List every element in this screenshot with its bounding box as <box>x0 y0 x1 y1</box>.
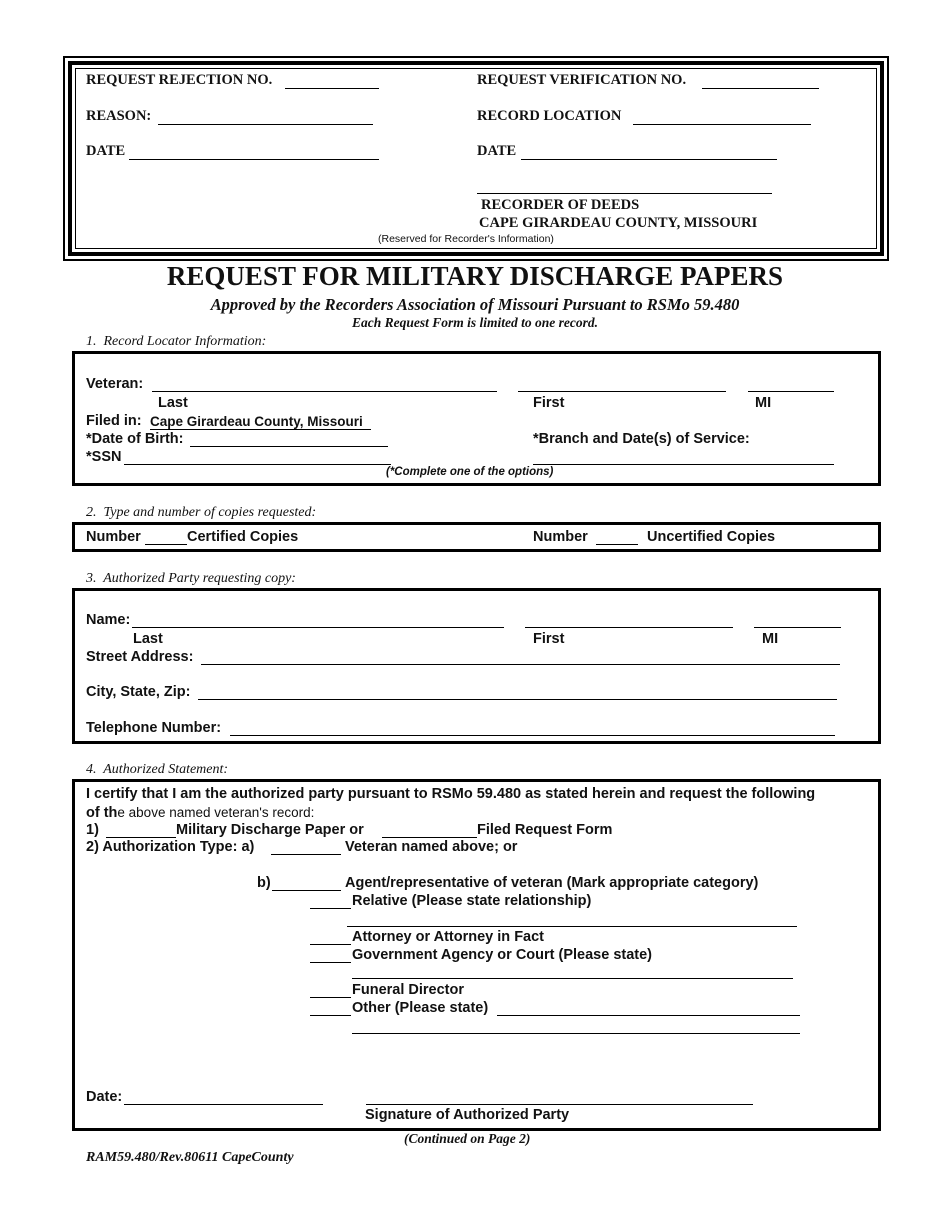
filed-request-label: Filed Request Form <box>477 822 613 838</box>
date-right-field[interactable] <box>521 159 777 160</box>
city-state-zip-field[interactable] <box>198 699 837 700</box>
funeral-director-label: Funeral Director <box>352 982 464 998</box>
veteran-first-caption: First <box>533 395 565 411</box>
branch-label: *Branch and Date(s) of Service: <box>533 431 750 447</box>
section4-heading: 4. Authorized Statement: <box>86 762 229 777</box>
dob-label: *Date of Birth: <box>86 431 184 447</box>
reason-label: REASON: <box>86 108 152 124</box>
signature-label: Signature of Authorized Party <box>365 1107 570 1123</box>
veteran-named-field[interactable] <box>271 854 341 855</box>
certified-number-label: Number <box>86 529 141 545</box>
telephone-field[interactable] <box>230 735 835 736</box>
government-checkbox-line[interactable] <box>310 962 351 963</box>
other-checkbox-line[interactable] <box>310 1015 351 1016</box>
limit-note: Each Request Form is limited to one record. <box>351 315 598 330</box>
certify-line2-rest: e above named veteran's record: <box>117 805 315 820</box>
relative-label: Relative (Please state relationship) <box>352 893 592 909</box>
rejection-no-label: REQUEST REJECTION NO. <box>86 72 273 88</box>
record-location-field[interactable] <box>633 124 811 125</box>
city-state-zip-label: City, State, Zip: <box>86 684 191 700</box>
name-last-caption: Last <box>133 631 163 647</box>
section2-heading: 2. Type and number of copies requested: <box>86 505 317 520</box>
veteran-last-caption: Last <box>158 395 188 411</box>
street-address-label: Street Address: <box>86 649 194 665</box>
reason-field[interactable] <box>158 124 373 125</box>
veteran-last-field[interactable] <box>152 391 497 392</box>
other-field[interactable] <box>497 1015 800 1016</box>
date-label: Date: <box>86 1089 123 1105</box>
form-code: RAM59.480/Rev.80611 CapeCounty <box>86 1150 294 1165</box>
name-first-field[interactable] <box>525 627 733 628</box>
relative-relationship-field[interactable] <box>347 926 797 927</box>
attorney-checkbox-line[interactable] <box>310 944 351 945</box>
veteran-mi-field[interactable] <box>748 391 834 392</box>
verification-no-field[interactable] <box>702 88 819 89</box>
veteran-label: Veteran: <box>86 376 144 392</box>
date-left-label: DATE <box>86 143 126 159</box>
recorder-signature-line[interactable] <box>477 193 772 194</box>
name-mi-field[interactable] <box>754 627 841 628</box>
certify-statement-line1: I certify that I am the authorized party pursuant to RSMo 59.480 as stated herein and request the following <box>86 786 816 802</box>
ssn-field[interactable] <box>124 464 391 465</box>
agent-field[interactable] <box>272 890 341 891</box>
b-prefix: b) <box>257 875 271 891</box>
filed-in-label: Filed in: <box>86 413 142 429</box>
filed-in-value: Cape Girardeau County, Missouri <box>150 414 371 430</box>
uncertified-number-field[interactable] <box>596 544 638 545</box>
telephone-label: Telephone Number: <box>86 720 222 736</box>
recorder-title: RECORDER OF DEEDS <box>481 197 640 213</box>
page-subtitle: Approved by the Recorders Association of Missouri Pursuant to RSMo 59.480 <box>210 295 740 314</box>
authorization-type-label: 2) Authorization Type: a) <box>86 839 255 855</box>
street-address-field[interactable] <box>201 664 840 665</box>
verification-no-label: REQUEST VERIFICATION NO. <box>477 72 687 88</box>
date-field[interactable] <box>124 1104 323 1105</box>
veteran-first-field[interactable] <box>518 391 726 392</box>
uncertified-copies-label: Uncertified Copies <box>647 529 776 545</box>
attorney-label: Attorney or Attorney in Fact <box>352 929 545 945</box>
name-last-field[interactable] <box>132 627 504 628</box>
name-first-caption: First <box>533 631 565 647</box>
section1-heading: 1. Record Locator Information: <box>86 334 267 349</box>
certified-number-field[interactable] <box>145 544 187 545</box>
other-field-continued[interactable] <box>352 1033 800 1034</box>
reserved-note: (Reserved for Recorder's Information) <box>378 233 554 245</box>
ssn-label: *SSN <box>86 449 122 465</box>
veteran-named-label: Veteran named above; or <box>345 839 518 855</box>
record-location-label: RECORD LOCATION <box>477 108 622 124</box>
branch-field[interactable] <box>533 464 834 465</box>
recorder-county: CAPE GIRARDEAU COUNTY, MISSOURI <box>479 215 758 231</box>
page-title: REQUEST FOR MILITARY DISCHARGE PAPERS <box>166 261 784 291</box>
certify-line2-bold: of th <box>86 805 118 821</box>
options-note: (*Complete one of the options) <box>386 466 554 478</box>
item1-prefix: 1) <box>86 822 99 838</box>
military-discharge-field[interactable] <box>106 837 176 838</box>
certified-copies-label: Certified Copies <box>187 529 299 545</box>
government-field[interactable] <box>352 978 793 979</box>
uncertified-number-label: Number <box>533 529 588 545</box>
relative-checkbox-line[interactable] <box>310 908 351 909</box>
certify-statement-line2 <box>86 804 314 822</box>
other-label: Other (Please state) <box>352 1000 489 1016</box>
filed-request-field[interactable] <box>382 837 477 838</box>
funeral-checkbox-line[interactable] <box>310 997 351 998</box>
agent-label: Agent/representative of veteran (Mark appropriate category) <box>345 875 759 891</box>
rejection-no-field[interactable] <box>285 88 379 89</box>
government-label: Government Agency or Court (Please state) <box>352 947 653 963</box>
military-discharge-label: Military Discharge Paper or <box>176 822 364 838</box>
date-right-label: DATE <box>477 143 517 159</box>
name-label: Name: <box>86 612 131 628</box>
section3-heading: 3. Authorized Party requesting copy: <box>86 571 296 586</box>
name-mi-caption: MI <box>762 631 779 647</box>
continued-note: (Continued on Page 2) <box>404 1131 531 1146</box>
signature-field[interactable] <box>366 1104 753 1105</box>
dob-field[interactable] <box>190 446 388 447</box>
date-left-field[interactable] <box>129 159 379 160</box>
veteran-mi-caption: MI <box>755 395 772 411</box>
